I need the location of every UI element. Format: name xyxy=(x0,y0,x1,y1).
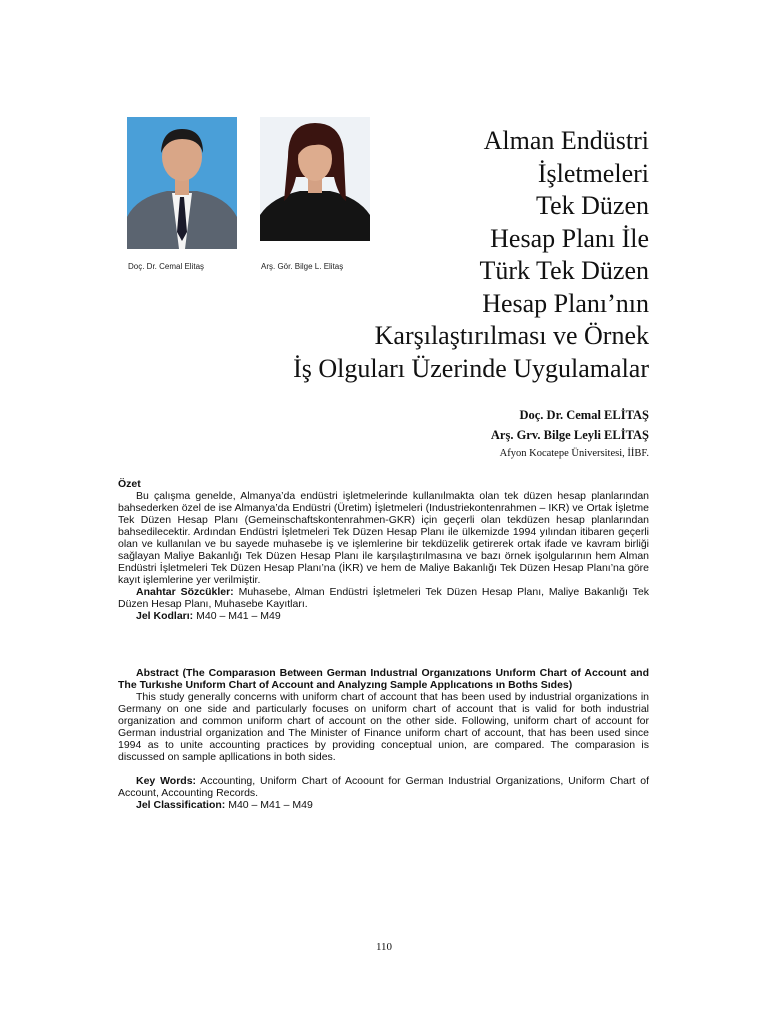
author-block xyxy=(491,405,649,462)
abstract-section xyxy=(118,667,649,811)
jel-label: Jel Kodları: xyxy=(136,610,194,622)
title-line: Alman Endüstri xyxy=(483,126,649,155)
author-name: Doç. Dr. Cemal ELİTAŞ xyxy=(519,408,649,422)
title-line: Tek Düzen xyxy=(536,191,649,220)
jel-text: M40 – M41 – M49 xyxy=(225,799,313,811)
page-number: 110 xyxy=(375,941,393,953)
title-line: Hesap Planı’nın xyxy=(482,288,649,318)
title-line: Türk Tek Düzen xyxy=(479,256,649,285)
jel-text: M40 – M41 – M49 xyxy=(193,610,281,622)
abstract-body: This study generally concerns with uniform chart of account that has been used by industrial organizations in Germany on one side and particularly focuses on uniform chart of account that is valid for both industrial organization and common uniform chart of account on the other side. Following, uniform chart of account for German industrial organization and The Minister of Finance uniform chart of account, that has been used since 1994 as to unite accounting practices by providing conceptual union, are compared. The comparasion is discussed on sample apllications in both sides. xyxy=(118,691,649,763)
keywords-label: Anahtar Sözcükler: xyxy=(136,586,234,598)
paper-title xyxy=(200,125,649,385)
photo-caption-bilge: Arş. Gör. Bilge L. Elitaş xyxy=(261,262,344,271)
jel-label: Jel Classification: xyxy=(136,799,226,811)
title-line: Hesap Planı İle xyxy=(490,223,649,253)
keywords-text: Muhasebe, Alman Endüstri İşletmeleri Tek Düzen Hesap Planı, Maliye Bakanlığı Tek Düzen Hesap Planı, Muhasebe Kayıtları. xyxy=(118,586,649,610)
photo-caption-cemal: Doç. Dr. Cemal Elitaş xyxy=(128,262,205,271)
title-line: Karşılaştırılması ve Örnek xyxy=(374,321,649,350)
author-affiliation: Afyon Kocatepe Üniversitesi, İİBF. xyxy=(499,448,649,459)
ozet-heading: Özet xyxy=(118,478,141,490)
abstract-heading: Abstract (The Comparasıon Between German Industrıal Organızatıons Unıform Chart of Account and The Turkıshe Unıform Chart of Account and Analyzıng Sample Applıcatıons ın Boths Sıdes) xyxy=(118,667,649,691)
ozet-jel xyxy=(118,610,649,622)
ozet-keywords xyxy=(118,586,649,610)
title-line: İşletmeleri xyxy=(537,158,649,188)
ozet-section xyxy=(118,478,649,622)
abstract-keywords xyxy=(118,775,649,799)
ozet-body: Bu çalışma genelde, Almanya’da endüstri işletmelerinde kullanılmakta olan tek düzen hesap planlarından bahsederken özel de ise Almanya’da Endüstri (Üretim) İşletmeleri (Industriekontenrahmen – IKR) ve Ortak İşletme Tek Düzen Hesap Planı (Gemeinschaftskontenrahmen-GKR) için geçerli olan tekdüzen hesap planlarından bahsedilecektir. Ardından Endüstri İşletmeleri Tek Düzen Hesap Planı ile ülkemizde 1994 yılından itibaren geçerli olan ve kullanılan ve bu sayede muhasebe iş ve işlemlerine bir tekdüzelik getirerek ortak ifade ve kavram birliği sağlayan Maliye Bakanlığı Tek Düzen Hesap Planı ile karşılaştırılmasına ve bazı örnek işolgularının hem Alman Endüstri İşletmeleri Tek Düzen Hesap Planı’na (İKR) ve hem de Maliye Bakanlığı Tek Düzen Hesap Planı’na göre kayıt işlemlerine yer verilmiştir. xyxy=(118,490,649,586)
abstract-jel xyxy=(118,799,649,811)
keywords-label: Key Words: xyxy=(136,775,197,787)
author-name: Arş. Grv. Bilge Leyli ELİTAŞ xyxy=(490,428,649,442)
title-line: İş Olguları Üzerinde Uygulamalar xyxy=(293,353,649,383)
keywords-text: Accounting, Uniform Chart of Acoount for German Industrial Organizations, Uniform Chart of Account, Accounting Records. xyxy=(118,775,649,799)
